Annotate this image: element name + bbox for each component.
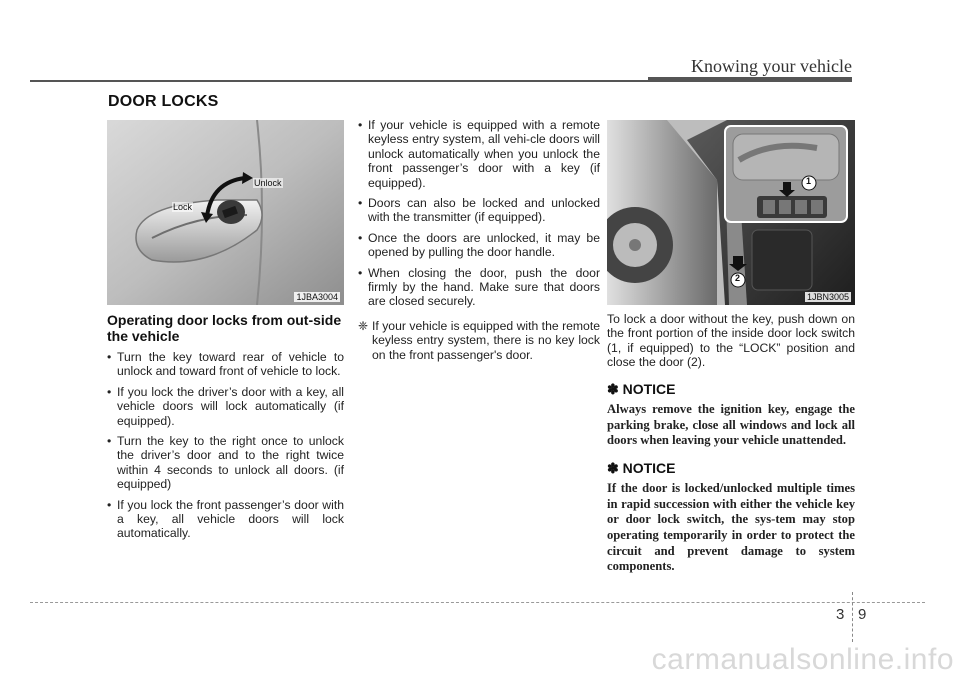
note [358,319,600,362]
notice-title: ✽ NOTICE [607,380,676,397]
list-item: • Doors can also be locked and unlocked with the transmitter (if equipped). [358,196,600,225]
note-text: If your vehicle is equipped with the remote keyless entry system, there is no key lock on the front passenger's door. [372,318,600,362]
list-item: • When closing the door, push the door firmly by the hand. Make sure that doors are closed securely. [358,266,600,309]
notice-title: ✽ NOTICE [607,459,676,476]
note-symbol: ❈ [358,318,369,333]
callout-2: 2 [735,273,741,283]
page-section: 3 [836,606,845,623]
subheading: Operating door locks from out-side the vehicle [107,312,342,344]
list-item: • Once the doors are unlocked, it may be opened by pulling the door handle. [358,231,600,260]
figure-code: 1JBA3004 [296,292,338,302]
list-item: • Turn the key toward rear of vehicle to unlock and toward front of vehicle to lock. [107,350,344,379]
page-number: 9 [858,606,867,623]
notice-body: If the door is locked/unlocked multiple times in rapid succession with either the vehicle key or door lock switch, the sys-tem may stop operating temporarily in order to protect the circuit and prevent damage to system components. [607,481,855,574]
header-title: Knowing your vehicle [691,56,852,76]
column-1 [107,312,344,547]
column-2 [358,118,600,362]
page-number-divider [852,592,854,642]
list-item: • If you lock the driver’s door with a key, all vehicle doors will lock automatically (if equipped). [107,385,344,428]
bullet-list [107,350,344,541]
door-handle-figure [107,120,344,305]
lock-label: Lock [173,202,193,212]
figure-code: 1JBN3005 [806,292,849,302]
unlock-label: Unlock [254,178,282,188]
door-handle-illustration [107,120,344,305]
inside-door-figure [607,120,855,305]
watermark: carmanualsonline.info [651,643,954,676]
inside-door-illustration [607,120,855,305]
instruction-paragraph: To lock a door without the key, push down on the front portion of the inside door lock switch (1, if equipped) to the “LOCK” position and close the door (2). [607,312,855,370]
bullet-list [358,118,600,309]
column-3 [607,312,855,587]
notice-body: Always remove the ignition key, engage the parking brake, close all windows and lock all doors when leaving your vehicle unattended. [607,402,855,448]
section-title: DOOR LOCKS [108,93,219,110]
header-rule-accent [648,77,852,82]
list-item: • Turn the key to the right once to unlock the driver’s door and to the right twice within 4 seconds to unlock all doors. (if equipped) [107,434,344,492]
callout-1: 1 [806,176,812,186]
footer-rule [30,602,925,603]
list-item: • If you lock the front passenger’s door with a key, all vehicle doors will lock automatically. [107,498,344,541]
list-item: • If your vehicle is equipped with a remote keyless entry system, all vehi-cle doors will unlock automatically when you unlock the front passenger’s door with a key (if equipped). [358,118,600,190]
